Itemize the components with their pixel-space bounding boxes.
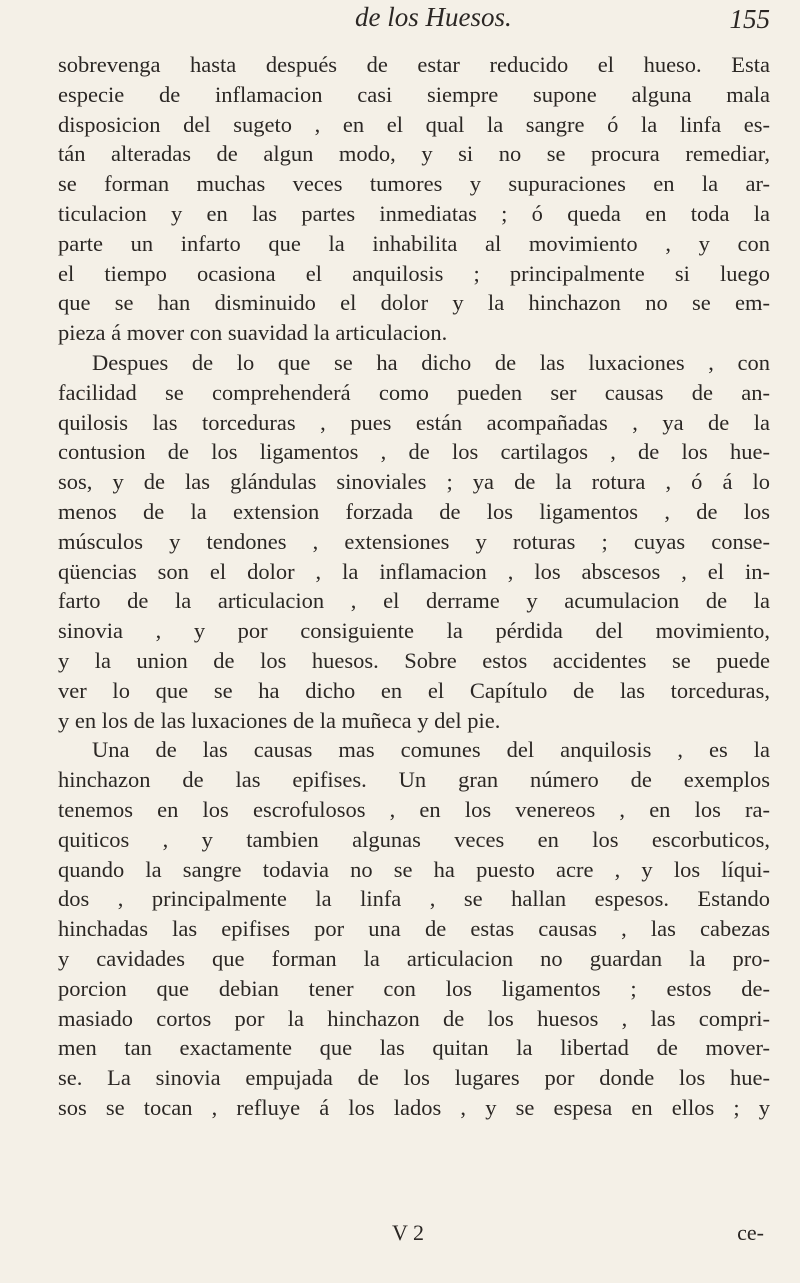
text-line: músculos y tendones , extensiones y roturas ; cuyas conse- bbox=[58, 528, 770, 554]
text-line: facilidad se comprehenderá como pueden ser causas de an- bbox=[58, 379, 770, 405]
catchword: ce- bbox=[737, 1220, 764, 1245]
text-line: ticulacion y en las partes inmediatas ; ó queda en toda la bbox=[58, 200, 770, 226]
body-text bbox=[58, 50, 770, 1123]
text-line: masiado cortos por la hinchazon de los huesos , las compri- bbox=[58, 1005, 770, 1031]
text-line: contusion de los ligamentos , de los cartilagos , de los hue- bbox=[58, 439, 770, 465]
text-line: y la union de los huesos. Sobre estos accidentes se puede bbox=[58, 647, 770, 673]
signature-mark: V 2 bbox=[392, 1220, 424, 1245]
text-line: quiticos , y tambien algunas veces en los escorbuticos, bbox=[58, 826, 770, 852]
text-line: men tan exactamente que las quitan la libertad de mover- bbox=[58, 1035, 770, 1061]
text-line: quilosis las torceduras , pues están acompañadas , ya de la bbox=[58, 409, 770, 435]
text-line: se forman muchas veces tumores y supuraciones en la ar- bbox=[58, 171, 770, 197]
text-line: Una de las causas mas comunes del anquilosis , es la bbox=[92, 737, 770, 763]
text-line: hinchazon de las epifises. Un gran número de exemplos bbox=[58, 767, 770, 793]
text-line: parte un infarto que la inhabilita al movimiento , y con bbox=[58, 230, 770, 256]
running-title: de los Huesos. bbox=[355, 2, 512, 32]
text-line: tán alteradas de algun modo, y si no se procura remediar, bbox=[58, 141, 770, 167]
text-line: hinchadas las epifises por una de estas causas , las cabezas bbox=[58, 916, 770, 942]
text-line: sos se tocan , refluye á los lados , y se espesa en ellos ; y bbox=[58, 1094, 770, 1120]
text-line: farto de la articulacion , el derrame y acumulacion de la bbox=[58, 588, 770, 614]
text-line: y en los de las luxaciones de la muñeca y del pie. bbox=[58, 707, 501, 733]
text-line: que se han disminuido el dolor y la hinchazon no se em- bbox=[58, 290, 770, 316]
text-line: Despues de lo que se ha dicho de las luxaciones , con bbox=[92, 349, 770, 375]
text-line: qüencias son el dolor , la inflamacion , los abscesos , el in- bbox=[58, 558, 770, 584]
text-line: y cavidades que forman la articulacion no guardan la pro- bbox=[58, 945, 770, 971]
text-line: porcion que debian tener con los ligamentos ; estos de- bbox=[58, 975, 770, 1001]
text-line: tenemos en los escrofulosos , en los venereos , en los ra- bbox=[58, 796, 770, 822]
text-line: menos de la extension forzada de los ligamentos , de los bbox=[58, 498, 770, 524]
text-line: disposicion del sugeto , en el qual la sangre ó la linfa es- bbox=[58, 111, 770, 137]
text-line: sinovia , y por consiguiente la pérdida del movimiento, bbox=[58, 618, 770, 644]
text-line: pieza á mover con suavidad la articulacion. bbox=[58, 320, 448, 346]
text-line: el tiempo ocasiona el anquilosis ; principalmente si luego bbox=[58, 260, 770, 286]
text-line: sobrevenga hasta después de estar reducido el hueso. Esta bbox=[58, 52, 770, 77]
page-footer bbox=[0, 1220, 800, 1260]
text-line: quando la sangre todavia no se ha puesto acre , y los líqui- bbox=[58, 856, 770, 882]
page-number: 155 bbox=[729, 4, 770, 34]
text-line: sos, y de las glándulas sinoviales ; ya de la rotura , ó á lo bbox=[58, 469, 770, 495]
text-line: especie de inflamacion casi siempre supone alguna mala bbox=[58, 81, 770, 107]
text-line: ver lo que se ha dicho en el Capítulo de las torceduras, bbox=[58, 677, 770, 703]
text-line: se. La sinovia empujada de los lugares por donde los hue- bbox=[58, 1065, 770, 1091]
running-head bbox=[0, 0, 800, 40]
text-line: dos , principalmente la linfa , se hallan espesos. Estando bbox=[58, 886, 770, 912]
